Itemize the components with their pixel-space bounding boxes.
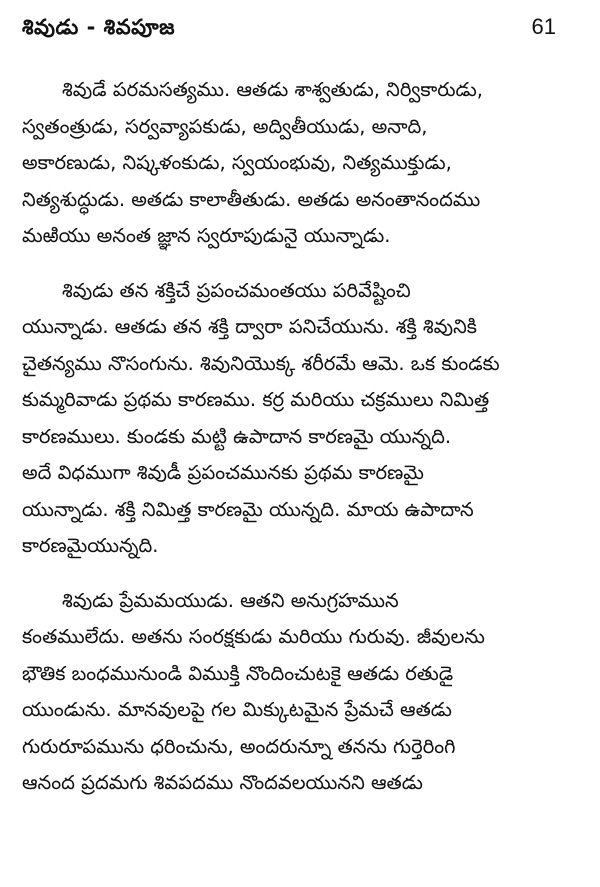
text-line: చైతన్యము నొసంగును. శివునియొక్క శరీరమే ఆమె. ఒక కుండకు [22, 351, 500, 375]
text-line: శివుడు తన శక్తిచే ప్రపంచమంతయు పరివేష్టించి [62, 278, 411, 302]
paragraph-2 [22, 273, 580, 565]
text-line: అకారణుడు, నిష్కళంకుడు, స్వయంభువు, నిత్యముక్తుడు, [22, 151, 452, 174]
text-line: కారణములు. కుండకు మట్టి ఉపాదాన కారణమై యున్నది. [22, 424, 452, 448]
text-line: నిత్యశుద్ధుడు. అతడు కాలాతీతుడు. అతడు అనంతానందము [22, 187, 481, 211]
text-line: కారణమైయున్నది. [22, 534, 159, 557]
text-line: మఱియు అనంత జ్ఞాన స్వరూపుడునై యున్నాడు. [22, 224, 391, 247]
body-text [22, 72, 580, 802]
text-line: స్వతంత్రుడు, సర్వవ్యాపకుడు, అద్వితీయుడు, అనాది, [22, 114, 428, 138]
text-line: కుమ్మరివాడు ప్రథమ కారణము. కర్ర మరియు చక్రములు నిమిత్త [22, 388, 490, 411]
text-line: శివుడు ప్రేమమయుడు. ఆతని అనుగ్రహమున [62, 588, 399, 612]
text-line: ఆనంద ప్రదమగు శివపదము నొందవలయునని ఆతడు [22, 771, 423, 794]
text-line: అదే విధముగా శివుడీ ప్రపంచమునకు ప్రథమ కారణమై [22, 461, 424, 484]
text-line: శివుడే పరమసత్యము. ఆతడు శాశ్వతుడు, నిర్వికారుడు, [62, 78, 483, 101]
text-line: యున్నాడు. శక్తి నిమిత్త కారణమై యున్నది. మాయ ఉపాదాన [22, 497, 474, 521]
page-header [22, 14, 580, 54]
text-line: యున్నాడు. ఆతడు తన శక్తి ద్వారా పనిచేయును. శక్తి శివునికి [22, 315, 477, 338]
paragraph-1 [22, 72, 580, 255]
paragraph-3 [22, 583, 580, 802]
text-line: కంతములేదు. అతను సంరక్షకుడు మరియు గురువు. జీవులను [22, 625, 485, 648]
page-number: 61 [531, 14, 556, 39]
text-line: యుండును. మానవులపై గల మిక్కుటమైన ప్రేమచే ఆతడు [22, 698, 452, 721]
text-line: గురురూపమును ధరించును, అందరున్నూ తనను గుర్తెరింగి [22, 734, 456, 758]
running-title: శివుడు - శివపూజ [22, 15, 175, 39]
text-line: భౌతిక బంధమునుండి విముక్తి నొందించుటకై ఆతడు రతుడై [22, 661, 454, 685]
